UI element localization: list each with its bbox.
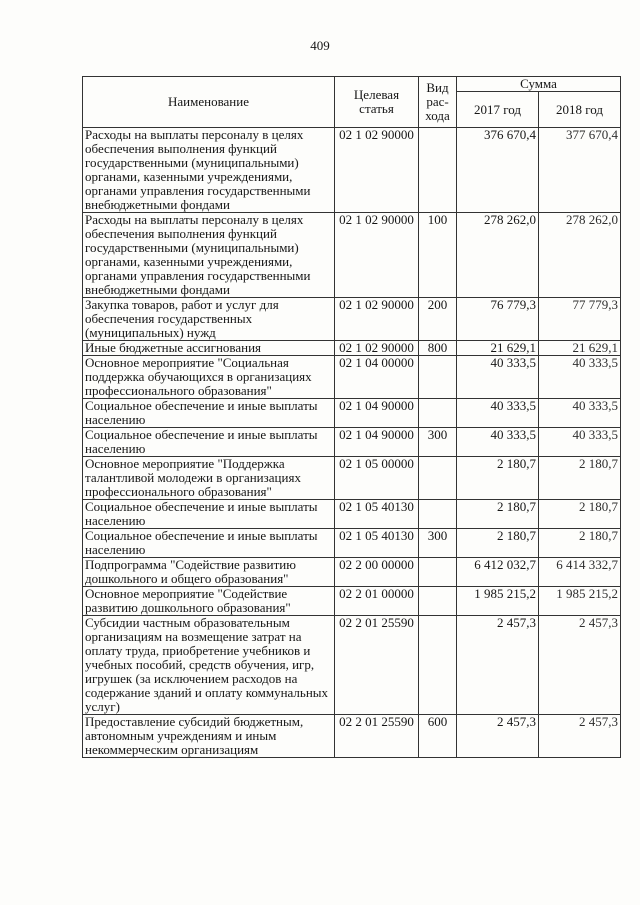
row-name: Подпрограмма "Содействие развитию дошкольного и общего образования" xyxy=(83,558,335,587)
row-sum-2017: 40 333,5 xyxy=(457,399,539,428)
row-target-article: 02 1 04 00000 xyxy=(335,356,419,399)
row-target-article: 02 1 04 90000 xyxy=(335,428,419,457)
row-target-article: 02 1 05 40130 xyxy=(335,500,419,529)
row-expense-type: 600 xyxy=(419,715,457,758)
row-sum-2017: 40 333,5 xyxy=(457,356,539,399)
row-target-article: 02 1 02 90000 xyxy=(335,341,419,356)
row-name: Иные бюджетные ассигнования xyxy=(83,341,335,356)
header-year-2017: 2017 год xyxy=(457,92,539,128)
row-sum-2018: 278 262,0 xyxy=(539,213,621,298)
row-expense-type xyxy=(419,558,457,587)
row-sum-2017: 76 779,3 xyxy=(457,298,539,341)
row-expense-type xyxy=(419,128,457,213)
row-name: Социальное обеспечение и иные выплаты населению xyxy=(83,428,335,457)
header-sum: Сумма xyxy=(457,77,621,92)
table-row xyxy=(83,399,621,428)
row-sum-2018: 2 180,7 xyxy=(539,457,621,500)
row-expense-type: 200 xyxy=(419,298,457,341)
row-name: Субсидии частным образовательным организациям на возмещение затрат на оплату труда, приобретение учебников и учебных пособий, средств обучения, игр, игрушек (за исключением расходов на содержание зданий и оплату коммунальных услуг) xyxy=(83,616,335,715)
row-expense-type xyxy=(419,616,457,715)
row-expense-type xyxy=(419,457,457,500)
row-sum-2018: 2 180,7 xyxy=(539,500,621,529)
row-expense-type xyxy=(419,587,457,616)
table-row xyxy=(83,587,621,616)
row-expense-type xyxy=(419,399,457,428)
row-sum-2018: 40 333,5 xyxy=(539,428,621,457)
row-target-article: 02 1 04 90000 xyxy=(335,399,419,428)
table-header xyxy=(83,77,621,128)
table-row xyxy=(83,500,621,529)
row-target-article: 02 2 01 25590 xyxy=(335,616,419,715)
table-row xyxy=(83,715,621,758)
row-name: Основное мероприятие "Поддержка талантливой молодежи в организациях профессионального образования" xyxy=(83,457,335,500)
row-sum-2017: 2 180,7 xyxy=(457,500,539,529)
row-sum-2018: 2 457,3 xyxy=(539,616,621,715)
row-target-article: 02 1 02 90000 xyxy=(335,128,419,213)
row-name: Социальное обеспечение и иные выплаты населению xyxy=(83,529,335,558)
table-row xyxy=(83,616,621,715)
page-number: 409 xyxy=(310,38,330,53)
table-row xyxy=(83,428,621,457)
row-sum-2017: 21 629,1 xyxy=(457,341,539,356)
row-target-article: 02 2 01 25590 xyxy=(335,715,419,758)
header-name: Наименование xyxy=(83,77,335,128)
table-body xyxy=(83,128,621,758)
row-expense-type xyxy=(419,356,457,399)
row-sum-2018: 377 670,4 xyxy=(539,128,621,213)
row-expense-type xyxy=(419,500,457,529)
table-row xyxy=(83,457,621,500)
row-sum-2017: 2 457,3 xyxy=(457,715,539,758)
row-target-article: 02 1 05 00000 xyxy=(335,457,419,500)
row-expense-type: 300 xyxy=(419,529,457,558)
header-year-2018: 2018 год xyxy=(539,92,621,128)
row-sum-2017: 1 985 215,2 xyxy=(457,587,539,616)
row-sum-2017: 376 670,4 xyxy=(457,128,539,213)
row-sum-2018: 1 985 215,2 xyxy=(539,587,621,616)
header-expense-type: Вид рас-хода xyxy=(419,77,457,128)
table-row xyxy=(83,529,621,558)
table-row xyxy=(83,356,621,399)
row-expense-type: 100 xyxy=(419,213,457,298)
row-sum-2017: 2 457,3 xyxy=(457,616,539,715)
row-sum-2018: 40 333,5 xyxy=(539,399,621,428)
table-row xyxy=(83,341,621,356)
row-name: Расходы на выплаты персоналу в целях обеспечения выполнения функций государственными (муниципальными) органами, казенными учреждениями, органами управления государственными внебюджетными фондами xyxy=(83,213,335,298)
row-name: Расходы на выплаты персоналу в целях обеспечения выполнения функций государственными (муниципальными) органами, казенными учреждениями, органами управления государственными внебюджетными фондами xyxy=(83,128,335,213)
row-sum-2018: 6 414 332,7 xyxy=(539,558,621,587)
row-sum-2017: 6 412 032,7 xyxy=(457,558,539,587)
row-sum-2018: 21 629,1 xyxy=(539,341,621,356)
budget-table xyxy=(82,76,621,758)
row-sum-2018: 77 779,3 xyxy=(539,298,621,341)
row-sum-2017: 40 333,5 xyxy=(457,428,539,457)
table-row xyxy=(83,128,621,213)
row-sum-2017: 278 262,0 xyxy=(457,213,539,298)
row-name: Предоставление субсидий бюджетным, автономным учреждениям и иным некоммерческим организациям xyxy=(83,715,335,758)
header-target-article: Целевая статья xyxy=(335,77,419,128)
row-target-article: 02 2 00 00000 xyxy=(335,558,419,587)
table-row xyxy=(83,558,621,587)
row-target-article: 02 1 02 90000 xyxy=(335,213,419,298)
row-name: Социальное обеспечение и иные выплаты населению xyxy=(83,500,335,529)
row-expense-type: 300 xyxy=(419,428,457,457)
row-name: Основное мероприятие "Содействие развитию дошкольного образования" xyxy=(83,587,335,616)
row-target-article: 02 1 05 40130 xyxy=(335,529,419,558)
row-expense-type: 800 xyxy=(419,341,457,356)
table-row xyxy=(83,298,621,341)
table-row xyxy=(83,213,621,298)
row-sum-2018: 40 333,5 xyxy=(539,356,621,399)
row-sum-2017: 2 180,7 xyxy=(457,457,539,500)
row-name: Закупка товаров, работ и услуг для обеспечения государственных (муниципальных) нужд xyxy=(83,298,335,341)
row-sum-2018: 2 180,7 xyxy=(539,529,621,558)
row-name: Социальное обеспечение и иные выплаты населению xyxy=(83,399,335,428)
row-sum-2018: 2 457,3 xyxy=(539,715,621,758)
row-name: Основное мероприятие "Социальная поддержка обучающихся в организациях профессионального образования" xyxy=(83,356,335,399)
row-sum-2017: 2 180,7 xyxy=(457,529,539,558)
row-target-article: 02 1 02 90000 xyxy=(335,298,419,341)
row-target-article: 02 2 01 00000 xyxy=(335,587,419,616)
